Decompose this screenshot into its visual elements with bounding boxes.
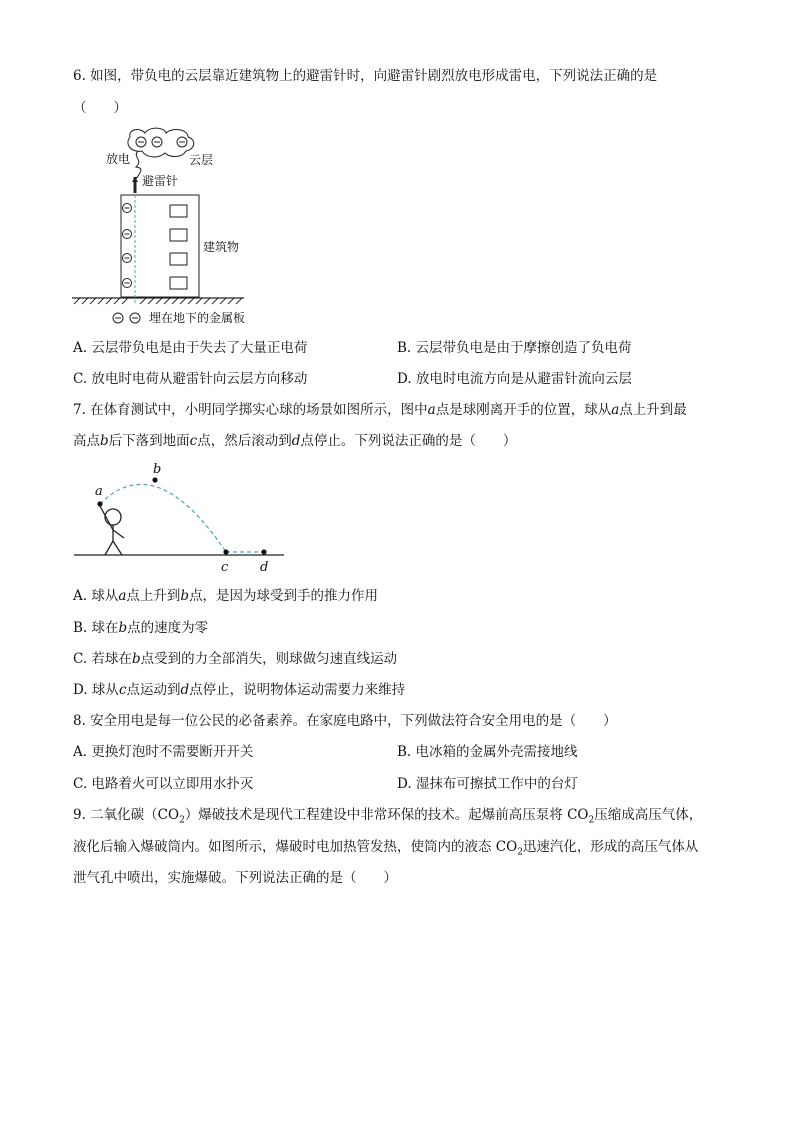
label-cloud: 云层: [189, 153, 214, 167]
cloud-charges: [136, 137, 187, 147]
ball-trajectory: [100, 484, 226, 552]
q6-option-b[interactable]: B. 云层带负电是由于摩擦创造了负电荷: [397, 340, 632, 356]
point-d: [261, 549, 266, 554]
q7-option-c[interactable]: C. 若球在b点受到的力全部消失，则球做匀速直线运动: [73, 651, 398, 667]
q9-stem-line3: 泄气孔中喷出，实施爆破。下列说法正确的是（ ）: [73, 870, 397, 886]
q7-option-a[interactable]: A. 球从a点上升到b点，是因为球受到手的推力作用: [73, 588, 379, 604]
label-c: c: [221, 560, 229, 575]
label-b: b: [153, 462, 162, 477]
q7-shot-put-figure: [66, 458, 296, 578]
q7-stem-line2: 高点b后下落到地面c点，然后滚动到d点停止。下列说法正确的是（ ）: [73, 433, 517, 449]
point-c: [223, 549, 228, 554]
q8-option-d[interactable]: D. 湿抹布可擦拭工作中的台灯: [397, 776, 578, 792]
q6-option-c[interactable]: C. 放电时电荷从避雷针向云层方向移动: [73, 371, 308, 387]
q6-answer-blank: （ ）: [73, 100, 127, 116]
q8-option-b[interactable]: B. 电冰箱的金属外壳需接地线: [397, 744, 578, 760]
discharge-spark: [136, 151, 141, 179]
q6-option-a[interactable]: A. 云层带负电是由于失去了大量正电荷: [73, 340, 308, 356]
label-building: 建筑物: [203, 240, 240, 254]
label-rod: 避雷针: [142, 174, 179, 188]
label-a: a: [95, 484, 103, 499]
cloud-shape: [128, 128, 194, 157]
q8-option-c[interactable]: C. 电路着火可以立即用水扑灭: [73, 776, 254, 792]
q8-stem: 8. 安全用电是每一位公民的必备素养。在家庭电路中，下列做法符合安全用电的是（ ）: [73, 713, 617, 729]
q6-lightning-rod-figure: [66, 127, 266, 327]
label-discharge: 放电: [106, 152, 131, 166]
q7-option-b[interactable]: B. 球在b点的速度为零: [73, 620, 209, 636]
q7-stem-line1: 7. 在体育测试中，小明同学掷实心球的场景如图所示，图中a点是球刚离开手的位置，球从a点上升到最: [73, 402, 687, 418]
q9-stem-line2: 液化后输入爆破筒内。如图所示，爆破时电加热管发热，使筒内的液态 $CO_2$迅速汽化，形成的高压气体从: [73, 839, 699, 858]
point-b: [152, 477, 157, 482]
q8-option-a[interactable]: A. 更换灯泡时不需要断开开关: [73, 744, 254, 760]
q7-option-d[interactable]: D. 球从c点运动到d点停止，说明物体运动需要力来维持: [73, 682, 406, 698]
point-a: [97, 501, 102, 506]
q9-stem-line1: 9. 二氧化碳$(CO_2)$爆破技术是现代工程建设中非常环保的技术。起爆前高压泵将 $CO_2$压缩成高压气体，: [73, 807, 703, 826]
plate-charges: [113, 313, 140, 323]
q6-stem: 6. 如图，带负电的云层靠近建筑物上的避雷针时，向避雷针剧烈放电形成雷电，下列说法正确的是: [73, 68, 658, 84]
q6-option-d[interactable]: D. 放电时电流方向是从避雷针流向云层: [397, 371, 632, 387]
ground-hatching: [74, 298, 242, 304]
stick-figure: [100, 506, 124, 555]
label-plate: 埋在地下的金属板: [149, 311, 246, 325]
label-d: d: [260, 560, 269, 575]
